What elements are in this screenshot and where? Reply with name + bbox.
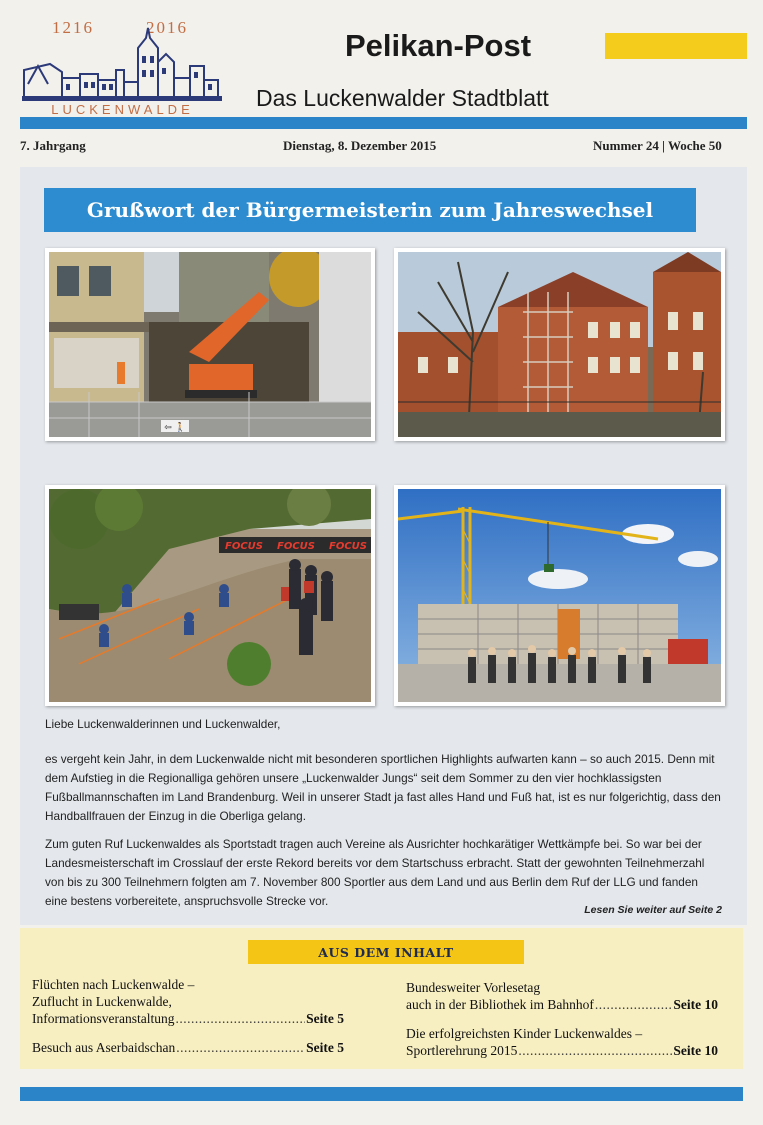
toc-page-number: Seite 5 [306,1040,344,1055]
photo-brick-building [394,248,725,441]
volume-label: 7. Jahrgang [20,138,86,153]
toc-page-number: Seite 10 [673,1043,718,1058]
header-blue-rule [20,117,747,129]
toc-page-number: Seite 5 [306,1011,344,1026]
toc-item-sportlerehrung[interactable] [406,1025,718,1059]
sponsor-banner-2: FOCUS [277,541,315,552]
contents-heading: AUS DEM INHALT [248,940,524,964]
logo-year-right: 2016 [146,18,188,37]
toc-column-left [32,976,344,1068]
toc-item-line: Flüchten nach Luckenwalde – [32,977,195,992]
article-greeting: Liebe Luckenwalderinnen und Luckenwalder, [45,717,281,731]
toc-item-fluechten[interactable] [32,976,344,1027]
toc-item-title: Sportlerehrung 2015 [406,1043,518,1058]
logo-year-left: 1216 [52,18,94,37]
photo-cyclocross-race [45,485,375,706]
toc-item-aserbaidschan[interactable] [32,1039,344,1056]
toc-column-right [406,979,718,1071]
photo-crane-building [394,485,725,706]
issue-date: Dienstag, 8. Dezember 2015 [283,138,437,153]
article-headline: Grußwort der Bürgermeisterin zum Jahreswechsel [44,188,696,232]
photo-construction-site [45,248,375,441]
toc-item-title: Informationsveranstaltung [32,1011,175,1026]
city-logo [20,12,235,117]
logo-city-name: LUCKENWALDE [51,102,194,117]
sidewalk-sign: ⇦ 🚶 [164,423,186,433]
lead-article [20,167,747,925]
header-yellow-bar [605,33,747,59]
newspaper-title: Pelikan-Post [345,28,532,63]
toc-dot-leader [595,996,673,1013]
city-skyline-icon [20,26,230,106]
table-of-contents [20,928,743,1069]
toc-item-line: Bundesweiter Vorlesetag [406,980,541,995]
toc-dot-leader [518,1042,672,1059]
issue-number: Nummer 24 | Woche 50 [593,138,722,153]
article-paragraph-1: es vergeht kein Jahr, in dem Luckenwalde nicht mit besonderen sportlichen Highlights aufwarten kann – so auch 2015. Denn mit dem Aufstieg in die Regionalliga gehören unsere „Luckenwalder Jungs“ seit dem Sommer zu den vier hochklassigsten Fußballmannschaften im Land Brandenburg. Weil in unserer Stadt ja fast alles Hand und Fuß hat, ist es nur folgerichtig, dass den Handballfrauen der Einzug in die Oberliga gelang. [45,752,721,823]
footer-blue-rule [20,1087,743,1101]
toc-dot-leader [175,1010,305,1027]
article-paragraph-2: Zum guten Ruf Luckenwaldes als Sportstadt tragen auch Vereine als Ausrichter hochkarätiger Wettkämpfe bei. So war bei der Landesmeisterschaft im Crosslauf der erste Rekord bereits vor dem Startschuss erbracht. Statt der gewohnten Teilnehmerzahl von bis zu 300 Teilnehmern folgten am 7. November 800 Sportler aus dem Land und aus Berlin dem Ruf der LLG und fanden eine bestens vorbereitete, anspruchsvolle Strecke vor. [45,837,705,908]
toc-item-vorlesetag[interactable] [406,979,718,1013]
continue-reading-link[interactable]: Lesen Sie weiter auf Seite 2 [584,904,722,916]
newspaper-subtitle: Das Luckenwalder Stadtblatt [256,85,549,111]
sponsor-banner-1: FOCUS [225,541,263,552]
toc-item-line: Zuflucht in Luckenwalde, [32,994,172,1009]
toc-item-title: Besuch aus Aserbaidschan [32,1040,176,1055]
toc-item-title: auch in der Bibliothek im Bahnhof [406,997,594,1012]
toc-dot-leader [176,1039,305,1056]
toc-item-line: Die erfolgreichsten Kinder Luckenwaldes – [406,1026,643,1041]
toc-page-number: Seite 10 [673,997,718,1012]
sponsor-banner-3: FOCUS [329,541,367,552]
